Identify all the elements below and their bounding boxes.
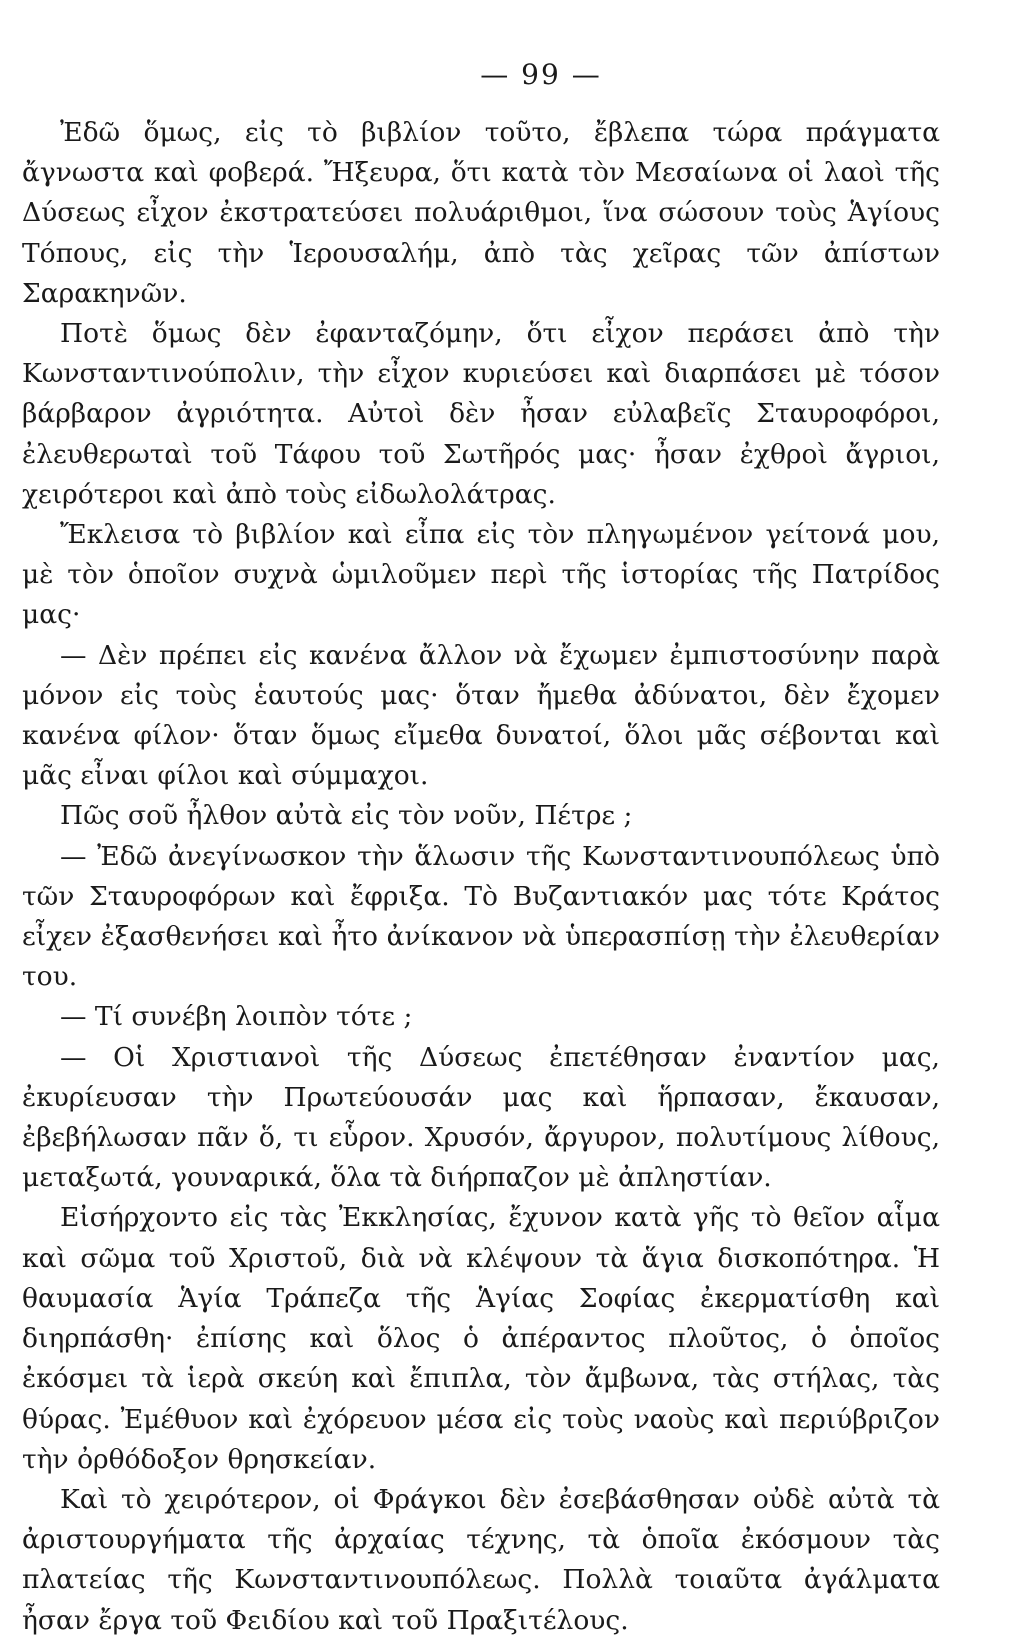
dialogue-line: — Ἐδῶ ἀνεγίνωσκον τὴν ἅλωσιν τῆς Κωνσταντινουπόλεως ὑπὸ τῶν Σταυροφόρων καὶ ἔφριξα. Τὸ Βυζαντιακόν μας τότε Κράτος εἶχεν ἐξασθενήσει καὶ ἦτο ἀνίκανον νὰ ὑπερασπίσῃ τὴν ἐλευθερίαν του. (22, 840, 940, 993)
paragraph: Καὶ τὸ χειρότερον, οἱ Φράγκοι δὲν ἐσεβάσθησαν οὐδὲ αὐτὰ τὰ ἀριστουργήματα τῆς ἀρχαίας τέχνης, τὰ ὁποῖα ἐκόσμουν τὰς πλατείας τῆς Κωνσταντινουπόλεως. Πολλὰ τοιαῦτα ἀγάλματα ἦσαν ἔργα τοῦ Φειδίου καὶ τοῦ Πραξιτέλους. (22, 1483, 940, 1636)
body-text (22, 113, 940, 1641)
dialogue-line: — Τί συνέβη λοιπὸν τότε ; (60, 1001, 413, 1033)
dialogue-line: — Δὲν πρέπει εἰς κανένα ἄλλον νὰ ἔχωμεν ἐμπιστοσύνην παρὰ μόνον εἰς τοὺς ἑαυτούς μας· ὅταν ἤμεθα ἀδύνατοι, δὲν ἔχομεν κανένα φίλον· ὅταν ὅμως εἴμεθα δυνατοί, ὅλοι μᾶς σέβονται καὶ μᾶς εἶναι φίλοι καὶ σύμμαχοι. (22, 639, 940, 792)
paragraph: Ἐδῶ ὅμως, εἰς τὸ βιβλίον τοῦτο, ἔβλεπα τώρα πράγματα ἄγνωστα καὶ φοβερά. Ἤξευρα, ὅτι κατὰ τὸν Μεσαίωνα οἱ λαοὶ τῆς Δύσεως εἶχον ἐκστρατεύσει πολυάριθμοι, ἵνα σώσουν τοὺς Ἁγίους Τόπους, εἰς τὴν Ἱερουσαλήμ, ἀπὸ τὰς χεῖρας τῶν ἀπίστων Σαρακηνῶν. (22, 117, 940, 309)
paragraph: Εἰσήρχοντο εἰς τὰς Ἐκκλησίας, ἔχυνον κατὰ γῆς τὸ θεῖον αἷμα καὶ σῶμα τοῦ Χριστοῦ, διὰ νὰ κλέψουν τὰ ἅγια δισκοπότηρα. Ἡ θαυμασία Ἁγία Τράπεζα τῆς Ἁγίας Σοφίας ἐκερματίσθη καὶ διηρπάσθη· ἐπίσης καὶ ὅλος ὁ ἀπέραντος πλοῦτος, ὁ ὁποῖος ἐκόσμει τὰ ἱερὰ σκεύη καὶ ἔπιπλα, τὸν ἄμβωνα, τὰς στήλας, τὰς θύρας. Ἐμέθυον καὶ ἐχόρευον μέσα εἰς τοὺς ναοὺς καὶ περιύβριζον τὴν ὀρθόδοξον θρησκείαν. (22, 1202, 940, 1475)
paragraph: Πῶς σοῦ ἦλθον αὐτὰ εἰς τὸν νοῦν, Πέτρε ; (60, 800, 633, 832)
page-number: — 99 — (480, 58, 602, 91)
paragraph: Ἔκλεισα τὸ βιβλίον καὶ εἶπα εἰς τὸν πληγωμένον γείτονά μου, μὲ τὸν ὁποῖον συχνὰ ὡμιλοῦμεν περὶ τῆς ἱστορίας τῆς Πατρίδος μας· (22, 519, 940, 631)
paragraph: Ποτὲ ὅμως δὲν ἐφανταζόμην, ὅτι εἶχον περάσει ἀπὸ τὴν Κωνσταντινούπολιν, τὴν εἶχον κυριεύσει καὶ διαρπάσει μὲ τόσον βάρβαρον ἀγριότητα. Αὐτοὶ δὲν ἦσαν εὐλαβεῖς Σταυροφόροι, ἐλευθερωταὶ τοῦ Τάφου τοῦ Σωτῆρός μας· ἦσαν ἐχθροὶ ἄγριοι, χειρότεροι καὶ ἀπὸ τοὺς εἰδωλολάτρας. (22, 318, 940, 510)
dialogue-line: — Οἱ Χριστιανοὶ τῆς Δύσεως ἐπετέθησαν ἐναντίον μας, ἐκυρίευσαν τὴν Πρωτεύουσάν μας καὶ ἥρπασαν, ἔκαυσαν, ἐβεβήλωσαν πᾶν ὅ, τι εὗρον. Χρυσόν, ἄργυρον, πολυτίμους λίθους, μεταξωτά, γουναρικά, ὅλα τὰ διήρπαζον μὲ ἀπληστίαν. (22, 1041, 940, 1194)
